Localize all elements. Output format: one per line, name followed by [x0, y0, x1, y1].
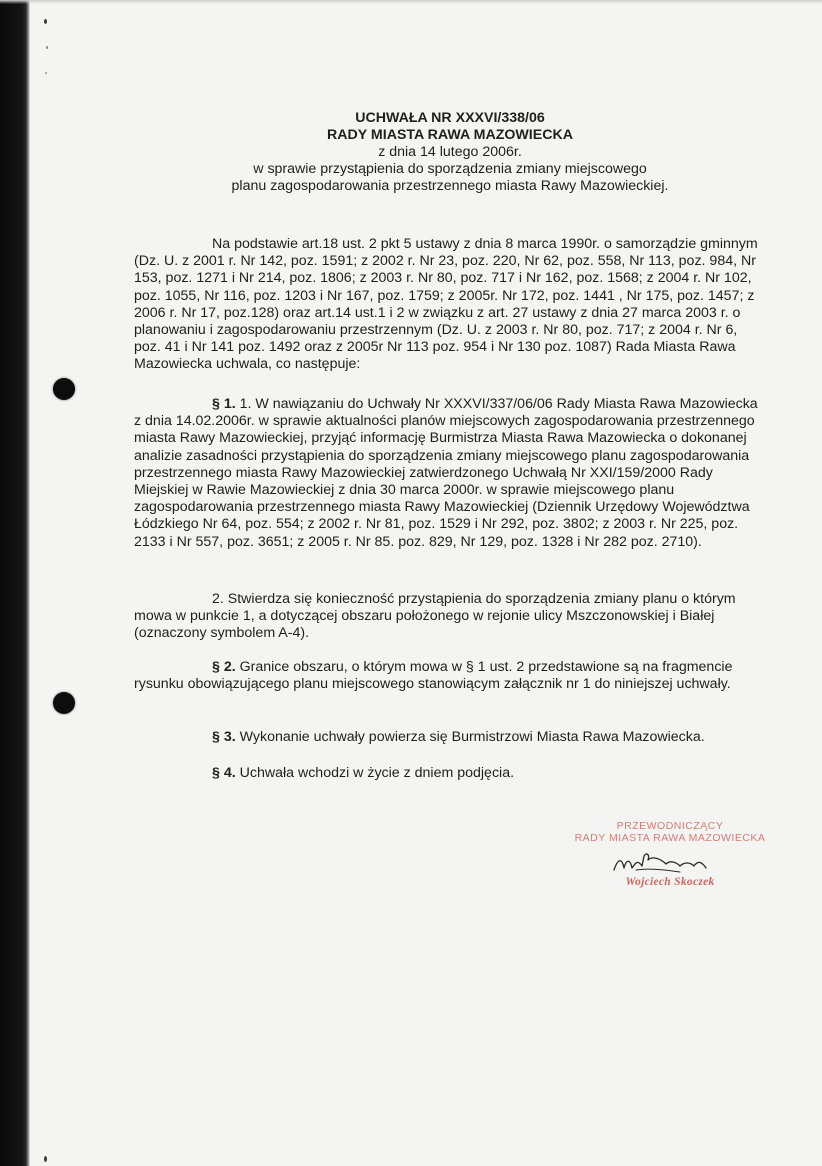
section-4-mark: § 4. [212, 765, 236, 781]
scan-speck [46, 46, 48, 49]
section-1-text: 1. W nawiązaniu do Uchwały Nr XXXVI/337/06/06 Rady Miasta Rawa Mazowiecka z dnia 14.02.2006r. w sprawie aktualności planów miejscowych zagospodarowania przestrzennego miasta Rawy Mazowieckiej, przyjąć informację Burmistrza Miasta Rawa Mazowiecka o dokonanej analizie zasadności przystąpienia do sporządzenia zmiany miejscowego planu zagospodarowania przestrzennego miasta Rawy Mazowieckiej zatwierdzonego Uchwałą Nr XXI/159/2000 Rady Miejskiej w Rawie Mazowieckiej z dnia 30 marca 2000r. w sprawie miejscowego planu zagospodarowania przestrzennego miasta Rawy Mazowieckiej (Dziennik Urzędowy Województwa Łódzkiego Nr 64, poz. 554; z 2002 r. Nr 81, poz. 1529 i Nr 292, poz. 3802; z 2003 r. Nr 225, poz. 2133 i Nr 557, poz. 3651; z 2005 r. Nr 85. poz. 829, Nr 129, poz. 1328 i Nr 282 poz. 2710). [134, 396, 758, 550]
punch-hole-bottom [53, 692, 75, 714]
section-2 [134, 659, 768, 693]
scan-top-edge [0, 0, 822, 4]
scan-speck [44, 19, 47, 24]
section-4-text: Uchwała wchodzi w życie z dniem podjęcia. [235, 765, 515, 781]
section-1-point-2-text: 2. Stwierdza się konieczność przystąpienia do sporządzenia zmiany planu o którym mowa w punkcie 1, a dotyczącej obszaru położonego w rejonie ulicy Mszczonowskiej i Białej (oznaczony symbolem A-4). [134, 591, 736, 642]
handwritten-signature [610, 848, 720, 878]
section-2-mark: § 2. [212, 659, 236, 675]
resolution-date: z dnia 14 lutego 2006r. [378, 144, 522, 160]
section-3-text: Wykonanie uchwały powierza się Burmistrzowi Miasta Rawa Mazowiecka. [235, 729, 705, 745]
stamp-title: PRZEWODNICZĄCY [616, 820, 724, 832]
section-1 [134, 396, 768, 551]
section-1-point-1 [134, 396, 768, 551]
preamble [134, 236, 768, 374]
resolution-subject-line1: w sprawie przystąpienia do sporządzenia zmiany miejscowego [253, 161, 647, 177]
document-header [200, 110, 700, 195]
stamp-council: RADY MIASTA RAWA MAZOWIECKA [574, 832, 766, 844]
punch-hole-top [53, 378, 75, 400]
scan-speck [45, 72, 47, 74]
section-3 [134, 729, 768, 746]
resolution-subject-line2: planu zagospodarowania przestrzennego miasta Rawy Mazowieckiej. [231, 178, 669, 194]
resolution-number: UCHWAŁA NR XXXVI/338/06 [355, 110, 545, 126]
section-4 [134, 765, 768, 782]
council-name: RADY MIASTA RAWA MAZOWIECKA [327, 127, 573, 143]
stamp-name: Wojciech Skoczek [625, 876, 715, 888]
section-1-point-2 [134, 591, 768, 643]
section-1-mark: § 1. [212, 396, 236, 412]
scan-left-edge [0, 0, 30, 1166]
preamble-text: Na podstawie art.18 ust. 2 pkt 5 ustawy z dnia 8 marca 1990r. o samorządzie gminnym (Dz. U. z 2001 r. Nr 142, poz. 1591; z 2002 r. Nr 23, poz. 220, Nr 62, poz. 558, Nr 113, poz. 984, Nr 153, poz. 1271 i Nr 214, poz. 1806; z 2003 r. Nr 80, poz. 717 i Nr 162, poz. 1568; z 2004 r. Nr 102, poz. 1055, Nr 116, poz. 1203 i Nr 167, poz. 1759; z 2005r. Nr 172, poz. 1441 , Nr 175, poz. 1457; z 2006 r. Nr 17, poz.128) oraz art.14 ust.1 i 2 w związku z art. 27 ustawy z dnia 27 marca 2003 r. o planowaniu i zagospodarowaniu przestrzennym (Dz. U. z 2003 r. Nr 80, poz. 717; z 2004 r. Nr 6, poz. 41 i Nr 141 poz. 1492 oraz z 2005r Nr 113 poz. 954 i Nr 130 poz. 1087) Rada Miasta Rawa Mazowiecka uchwala, co następuje: [134, 236, 758, 373]
section-3-mark: § 3. [212, 729, 236, 745]
section-2-text: Granice obszaru, o którym mowa w § 1 ust. 2 przedstawione są na fragmencie rysunku obowiązującego planu miejscowego stanowiącym załącznik nr 1 do niniejszej uchwały. [134, 659, 733, 693]
scan-speck [44, 1156, 47, 1162]
